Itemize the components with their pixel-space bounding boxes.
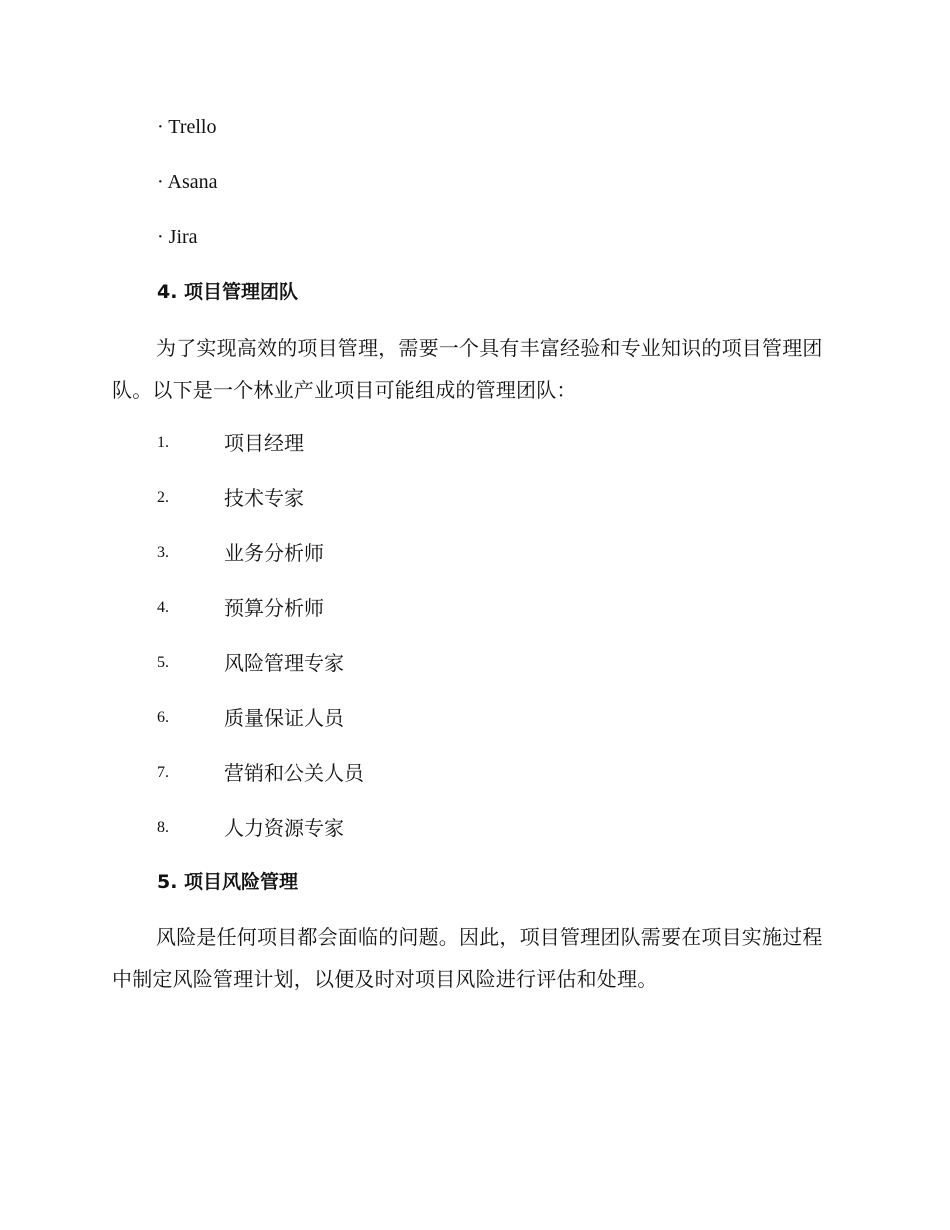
section-4-heading: 4. 项目管理团队 — [157, 281, 299, 303]
bullet-item-asana: · Asana — [157, 171, 218, 193]
list-item-text: 预算分析师 — [224, 596, 324, 620]
list-item-text: 质量保证人员 — [224, 706, 344, 730]
list-item-text: 业务分析师 — [224, 541, 324, 565]
list-item-number: 6. — [157, 709, 169, 726]
section-5-heading: 5. 项目风险管理 — [157, 871, 299, 893]
bullet-item-jira: · Jira — [157, 226, 198, 248]
list-item-text: 技术专家 — [224, 486, 304, 510]
section-4-paragraph: 为了实现高效的项目管理，需要一个具有丰富经验和专业知识的项目管理团队。以下是一个林业产业项目可能组成的管理团队： — [112, 336, 823, 402]
list-item-number: 8. — [157, 819, 169, 836]
list-item-text: 人力资源专家 — [224, 816, 344, 840]
list-item-number: 7. — [157, 764, 169, 781]
list-item-number: 5. — [157, 654, 169, 671]
list-item-text: 营销和公关人员 — [224, 761, 364, 785]
section-5-paragraph: 风险是任何项目都会面临的问题。因此，项目管理团队需要在项目实施过程中制定风险管理计划，以便及时对项目风险进行评估和处理。 — [112, 925, 823, 991]
list-item-number: 2. — [157, 489, 169, 506]
list-item-number: 1. — [157, 434, 169, 451]
list-item-text: 风险管理专家 — [224, 651, 344, 675]
list-item-text: 项目经理 — [224, 431, 304, 455]
bullet-item-trello: · Trello — [157, 116, 217, 138]
list-item-number: 4. — [157, 599, 169, 616]
list-item-number: 3. — [157, 544, 169, 561]
